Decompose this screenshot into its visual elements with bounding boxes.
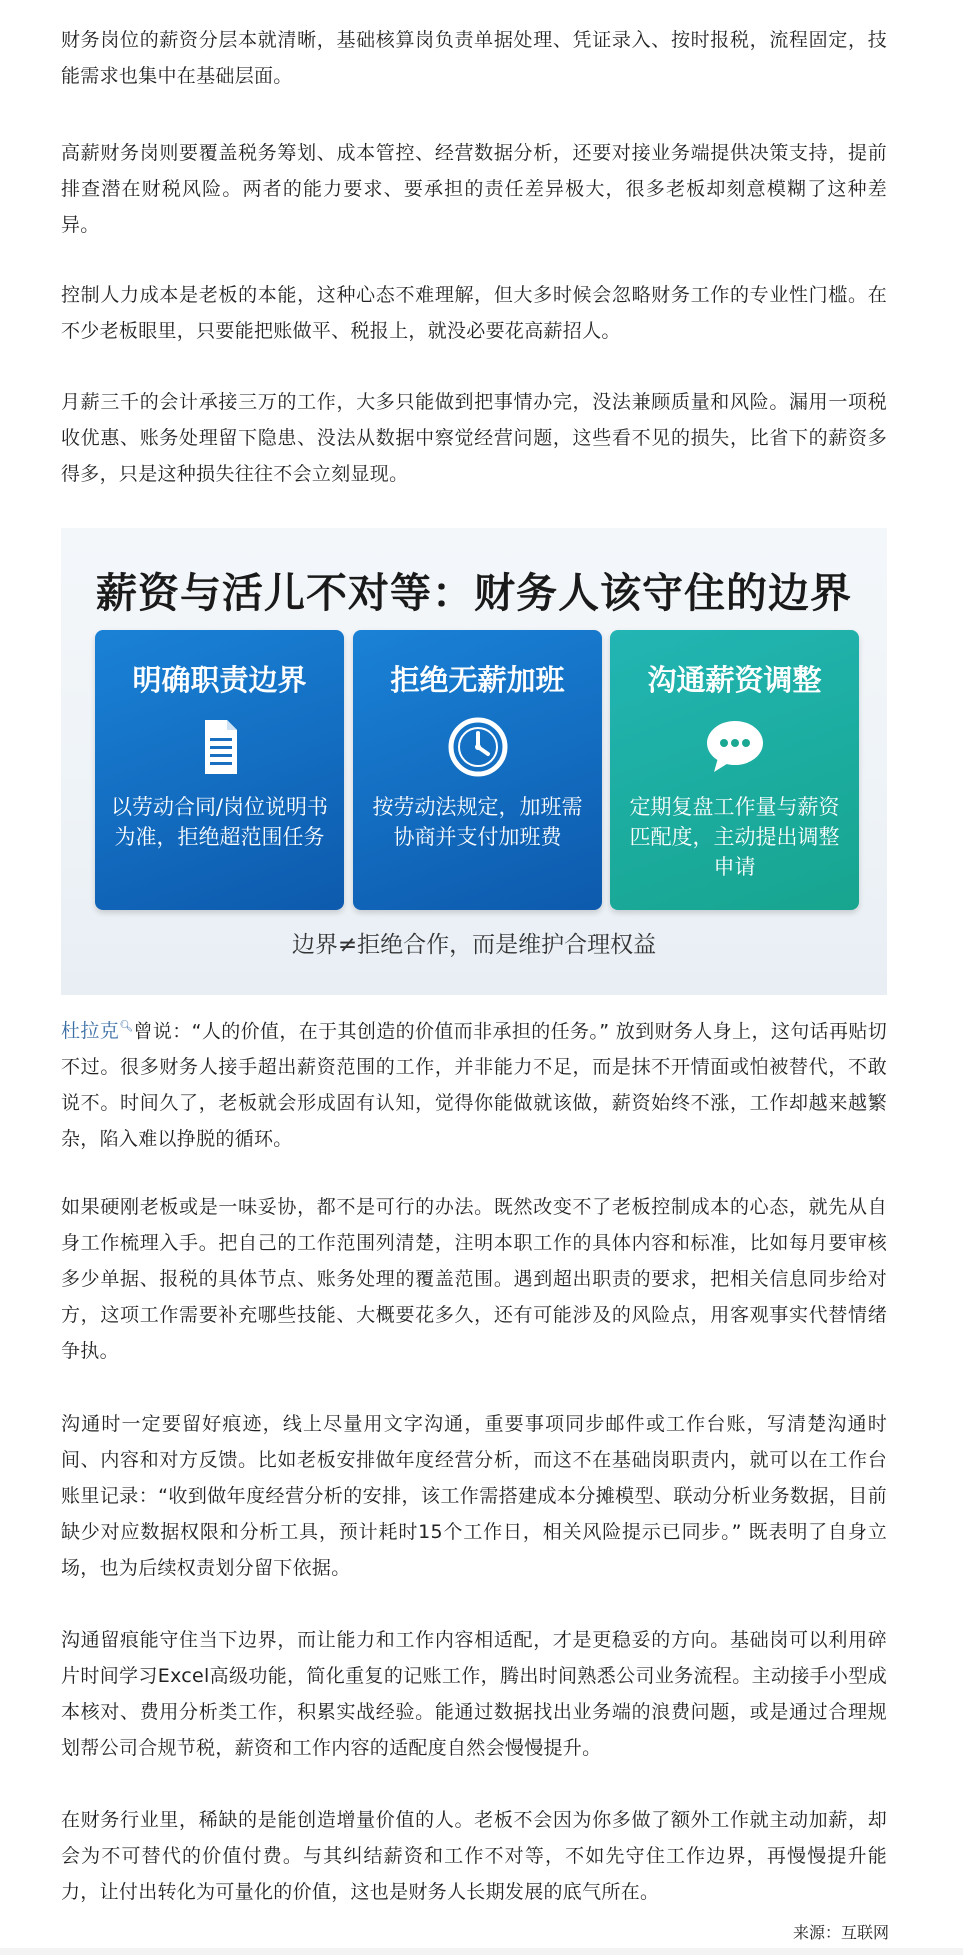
chat-bubble-icon (704, 716, 766, 778)
card-text: 按劳动法规定，加班需协商并支付加班费 (372, 795, 583, 849)
infographic-banner (61, 528, 887, 995)
card-text: 以劳动合同/岗位说明书为准，拒绝超范围任务 (110, 795, 329, 849)
bottom-divider (0, 1948, 963, 1955)
clock-icon (447, 716, 509, 778)
paragraph-2: 高薪财务岗则要覆盖税务筹划、成本管控、经营数据分析，还要对接业务端提供决策支持，提前排查潜在财税风险。两者的能力要求、要承担的责任差异极大，很多老板却刻意模糊了这种差异。 (61, 142, 887, 236)
paragraph-6: 如果硬刚老板或是一味妥协，都不是可行的办法。既然改变不了老板控制成本的心态，就先从自身工作梳理入手。把自己的工作范围列清楚，注明本职工作的具体内容和标准，比如每月要审核多少单据、报税的具体节点、账务处理的覆盖范围。遇到超出职责的要求，把相关信息同步给对方，这项工作需要补充哪些技能、大概要花多久，还有可能涉及的风险点，用客观事实代替情绪争执。 (61, 1196, 887, 1362)
card-title: 明确职责边界 (132, 663, 307, 697)
search-icon: 🔍︎ (119, 1020, 134, 1033)
paragraph-5 (61, 1009, 887, 1157)
card-duty-boundary (95, 630, 344, 910)
banner-title: 薪资与活儿不对等：财务人该守住的边界 (96, 569, 852, 617)
paragraph-1: 财务岗位的薪资分层本就清晰，基础核算岗负责单据处理、凭证录入、按时报税，流程固定，技能需求也集中在基础层面。 (61, 29, 887, 87)
card-title: 拒绝无薪加班 (390, 663, 565, 697)
card-text: 定期复盘工作量与薪资匹配度，主动提出调整申请 (629, 795, 840, 879)
paragraph-4: 月薪三千的会计承接三万的工作，大多只能做到把事情办完，没法兼顾质量和风险。漏用一项税收优惠、账务处理留下隐患、没法从数据中察觉经营问题，这些看不见的损失，比省下的薪资多得多，只是这种损失往往不会立刻显现。 (61, 391, 887, 485)
source-attribution: 来源：互联网 (792, 1923, 889, 1942)
paragraph-3: 控制人力成本是老板的本能，这种心态不难理解，但大多时候会忽略财务工作的专业性门槛。在不少老板眼里，只要能把账做平、税报上，就没必要花高薪招人。 (61, 284, 887, 342)
card-salary-adjustment (610, 630, 859, 910)
paragraph-9: 在财务行业里，稀缺的是能创造增量价值的人。老板不会因为你多做了额外工作就主动加薪，却会为不可替代的价值付费。与其纠结薪资和工作不对等，不如先守住工作边界，再慢慢提升能力，让付出转化为可量化的价值，这也是财务人长期发展的底气所在。 (61, 1809, 887, 1903)
document-icon (189, 716, 251, 778)
paragraph-8: 沟通留痕能守住当下边界，而让能力和工作内容相适配，才是更稳妥的方向。基础岗可以利用碎片时间学习Excel高级功能，简化重复的记账工作，腾出时间熟悉公司业务流程。主动接手小型成本核对、费用分析类工作，积累实战经验。能通过数据找出业务端的浪费问题，或是通过合理规划帮公司合规节税，薪资和工作内容的适配度自然会慢慢提升。 (61, 1629, 887, 1759)
card-no-unpaid-overtime (353, 630, 602, 910)
drucker-link-text: 杜拉克 (61, 1020, 120, 1043)
paragraph-7: 沟通时一定要留好痕迹，线上尽量用文字沟通，重要事项同步邮件或工作台账，写清楚沟通时间、内容和对方反馈。比如老板安排做年度经营分析，而这不在基础岗职责内，就可以在工作台账里记录：“收到做年度经营分析的安排，该工作需搭建成本分摊模型、联动分析业务数据，目前缺少对应数据权限和分析工具，预计耗时15个工作日，相关风险提示已同步。” 既表明了自身立场，也为后续权责划分留下依据。 (61, 1413, 887, 1579)
banner-footer: 边界≠拒绝合作，而是维护合理权益 (291, 932, 657, 958)
card-title: 沟通薪资调整 (647, 663, 822, 697)
drucker-link[interactable] (61, 1020, 133, 1042)
paragraph-5-text: 曾说：“人的价值，在于其创造的价值而非承担的任务。” 放到财务人身上，这句话再贴切不过。很多财务人接手超出薪资范围的工作，并非能力不足，而是抹不开情面或怕被替代，不敢说不。时间久了，老板就会形成固有认知，觉得你能做就该做，薪资始终不涨，工作却越来越繁杂，陷入难以挣脱的循环。 (61, 1020, 888, 1151)
